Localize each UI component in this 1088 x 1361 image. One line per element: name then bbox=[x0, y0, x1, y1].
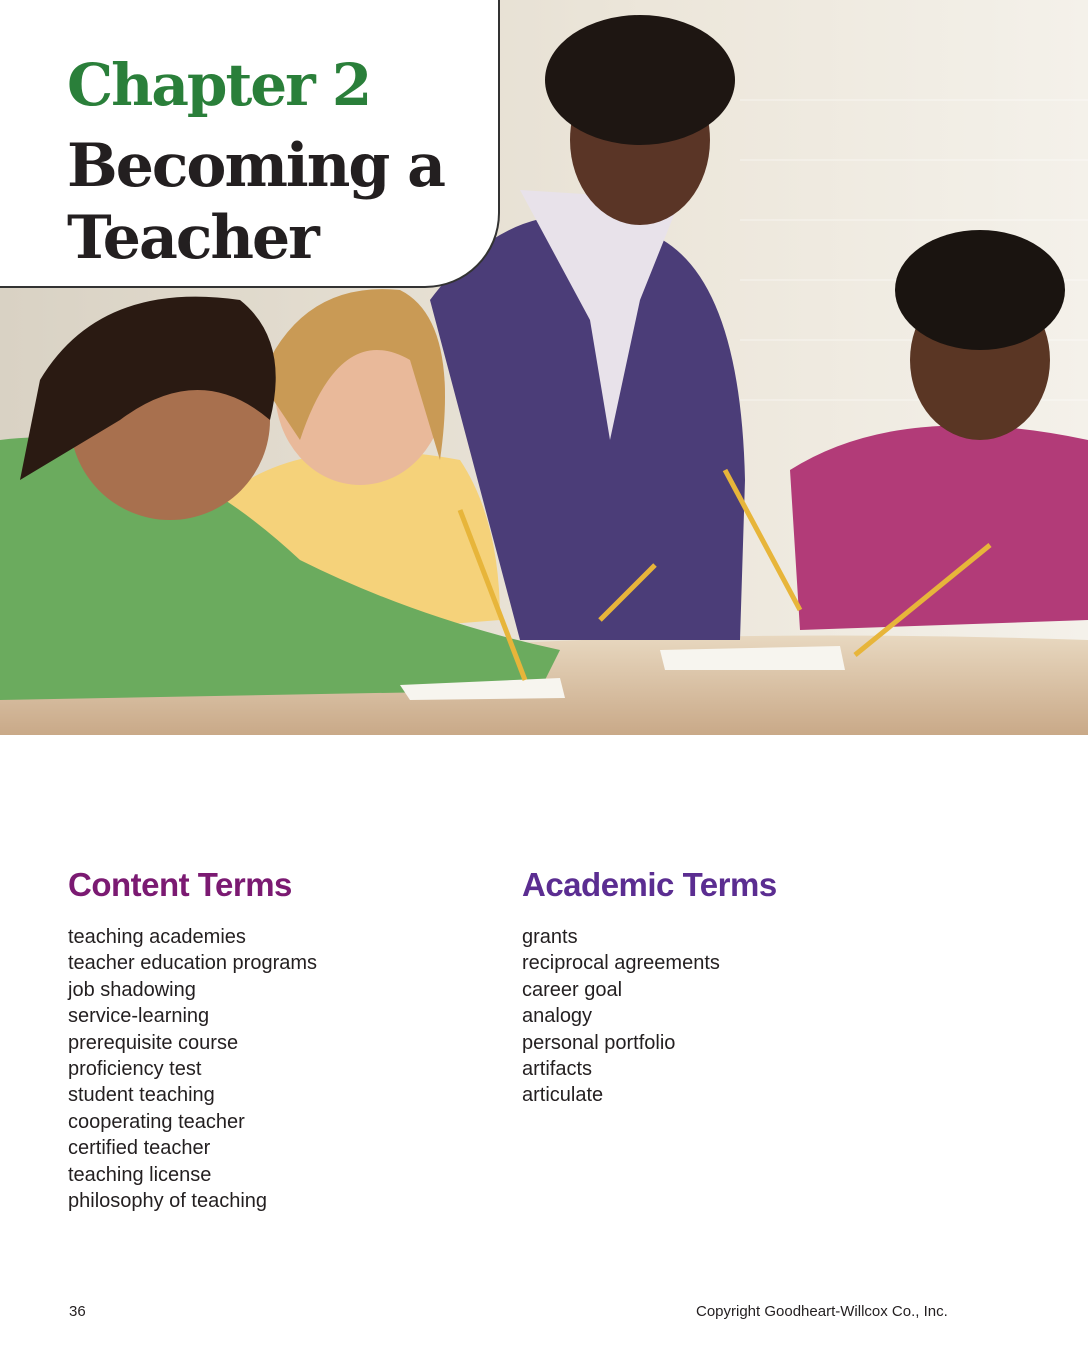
academic-terms-list bbox=[522, 924, 777, 1109]
term-item: prerequisite course bbox=[68, 1031, 239, 1054]
term-item: certified teacher bbox=[68, 1137, 211, 1160]
copyright: Copyright Goodheart-Willcox Co., Inc. bbox=[696, 1303, 948, 1320]
term-item: reciprocal agreements bbox=[522, 952, 720, 975]
term-item: service-learning bbox=[68, 1005, 210, 1028]
term-item: job shadowing bbox=[68, 978, 196, 1001]
chapter-title-line2: Teacher bbox=[67, 203, 318, 273]
term-item: artifacts bbox=[522, 1058, 593, 1081]
term-item: cooperating teacher bbox=[68, 1110, 245, 1133]
term-item: teaching license bbox=[68, 1163, 212, 1186]
chapter-title-line1: Becoming a bbox=[67, 131, 445, 201]
chapter-number: Chapter 2 bbox=[67, 51, 371, 119]
term-item: articulate bbox=[522, 1084, 604, 1107]
term-item: grants bbox=[522, 926, 578, 948]
term-item: student teaching bbox=[68, 1084, 215, 1107]
term-item: teacher education programs bbox=[68, 952, 318, 975]
chapter-title bbox=[67, 130, 444, 274]
academic-terms-heading: Academic Terms bbox=[522, 866, 777, 903]
term-item: teaching academies bbox=[68, 926, 246, 948]
chapter-title-panel bbox=[0, 0, 500, 288]
content-terms-heading: Content Terms bbox=[68, 866, 292, 903]
term-item: career goal bbox=[522, 978, 623, 1001]
academic-terms-section bbox=[522, 866, 777, 1109]
term-item: philosophy of teaching bbox=[68, 1190, 268, 1213]
content-terms-section bbox=[68, 866, 317, 1214]
content-terms-list bbox=[68, 924, 317, 1214]
page-number: 36 bbox=[69, 1303, 86, 1320]
term-item: proficiency test bbox=[68, 1058, 202, 1081]
term-item: analogy bbox=[522, 1005, 593, 1028]
term-item: personal portfolio bbox=[522, 1031, 676, 1054]
